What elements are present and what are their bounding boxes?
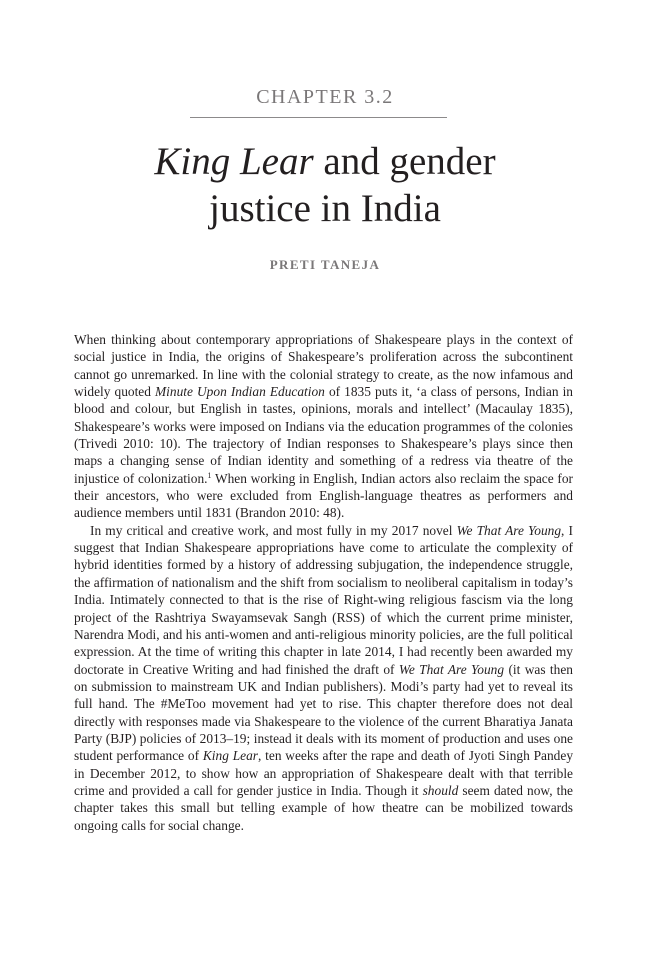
chapter-title xyxy=(60,138,590,232)
footnote-marker[interactable]: 1 xyxy=(207,470,212,480)
italic-run: Minute Upon Indian Education xyxy=(155,384,325,400)
paragraph xyxy=(74,331,573,522)
text-run: When working in English, Indian actors also reclaim the space for their ancestors, who were excluded from English-language theatres as performers and audience members until 1831 (Brandon 2010: 48). xyxy=(74,470,573,521)
paragraph xyxy=(74,522,573,834)
text-run: When thinking about contemporary appropriations of Shakespeare plays in the context of social justice in India, the origins of Shakespeare’s proliferation across the subcontinent cannot go unremarked. In line with the colonial strategy to create, as the now infamous and widely quoted xyxy=(74,332,573,400)
title-line2: justice in India xyxy=(209,187,441,230)
italic-run: should xyxy=(422,782,459,798)
italic-run: King Lear xyxy=(202,748,259,764)
body-text xyxy=(74,331,573,834)
chapter-rule xyxy=(190,117,447,118)
text-run: , ten weeks after the rape and death of Jyoti Singh Pandey in December 2012, to show how an appropriation of Shakespeare dealt with that terrible crime and provided a call for gender justice in India. Though it xyxy=(74,748,574,798)
chapter-number: CHAPTER 3.2 xyxy=(256,86,394,108)
italic-run: We That Are Young xyxy=(398,661,505,677)
title-play-name: King Lear xyxy=(154,140,314,183)
text-run: In my critical and creative work, and most fully in my 2017 novel xyxy=(90,522,457,538)
italic-run: We That Are Young xyxy=(456,522,562,538)
text-run: (it was then on submission to mainstream UK and Indian publishers). Modi’s party had yet to reveal its full hand. The #MeToo movement had yet to rise. This chapter therefore does not deal directly with responses made via Shakespeare to the violence of the current Bharatiya Janata Party (BJP) policies of 2013–19; instead it deals with its moment of production and uses one student performance of xyxy=(74,661,573,764)
title-rest-line1: and gender xyxy=(313,140,496,183)
text-run: , I suggest that Indian Shakespeare appropriations have come to articulate the complexity of hybrid identities formed by a history of addressing subjugation, the independence struggle, the affirmation of nationalism and the shift from socialism to neoliberal capitalism in today’s India. Intimately connected to that is the rise of Right-wing religious fascism via the long project of the Rashtriya Swayamsevak Sangh (RSS) of which the current prime minister, Narendra Modi, and his anti-women and anti-religious minority policies, are the full political expression. At the time of writing this chapter in late 2014, I had recently been awarded my doctorate in Creative Writing and had finished the draft of xyxy=(74,522,573,677)
text-run: of 1835 puts it, ‘a class of persons, Indian in blood and colour, but English in tastes, opinions, morals and intellect’ (Macaulay 1835), Shakespeare’s works were imposed on Indians via the education programmes of the colonies (Trivedi 2010: 10). The trajectory of Indian responses to Shakespeare’s plays since then maps a changing sense of Indian identity and something of a redress via theatre of the injustice of colonization. xyxy=(74,384,573,486)
author-name: PRETI TANEJA xyxy=(269,257,381,272)
text-run: seem dated now, the chapter takes this small but telling example of how theatre can be mobilized towards ongoing calls for social change. xyxy=(74,782,573,833)
